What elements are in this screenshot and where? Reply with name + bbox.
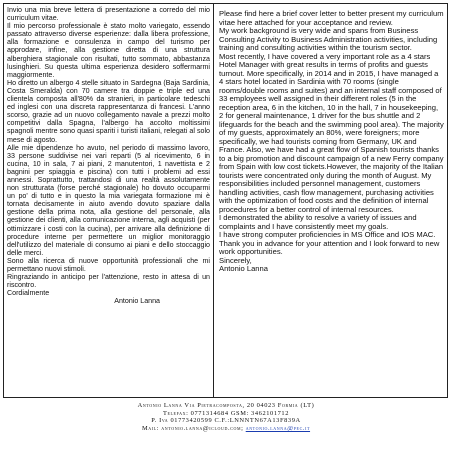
italian-letter-signature: Antonio Lanna: [114, 297, 160, 306]
italian-letter-body: Invio una mia breve lettera di presentazione a corredo del mio curriculum vitae. Il mio percorso professionale è stato molto variegato, essendo passato attraverso diverse esperienze: dalla libera professione, alla formazione e consulenza in campo del turismo per approdare, infine, alla gestione diretta di una struttura alberghiera stagionale con risultati, tutto sommato, abbastanza lusinghieri. Su questa ultima esperienza desidero soffermarmi maggiormente. Ho diretto un albergo 4 stelle situato in Sardegna (Baja Sardinia, Costa Smeralda) con 70 camere tra doppie e triple ed una clientela composta all'80% da stranieri, in particolare tedeschi ed inglesi con una discreta rappresentanza di francesi. L'anno scorso, grazie ad un nuovo collegamento navale a prezzi molto competitivi dalla Spagna, l'albergo ha accolto moltissimi spagnoli mentre sono quasi spariti i turisti italiani, relegati al solo mese di agosto. Alle mie dipendenze ho avuto, nel periodo di massimo lavoro, 33 persone suddivise nei vari reparti (5 al ricevimento, 6 in cucina, 10 in sala, 7 ai piani, 2 manutentori, 1 navettista e 2 bagnini per spiaggia e piscina) con tutti i problemi ad essi annessi. Soprattutto, trattandosi di una realtà assolutamente non strutturata (forse perché stagionale) ho dovuto occuparmi un po' di tutto e in questo la mia variegata formazione mi è tornata decisamente in aiuto avendo dovuto spaziare dalla gestione della prima nota, alla gestione del personale, alla gestione dei clienti, alla comunicazione interna, agli acquisti (per ottimizzare i costi con la cucina), per arrivare alla definizione di procedure interne per permettere un miglior monitoraggio dell'utilizzo del materiale di consumo ai piani e dello stoccaggio delle merci. Sono alla ricerca di nuove opportunità professionali che mi permettano nuovi stimoli. Ringraziando in anticipo per l'attenzione, resto in attesa di un riscontro. Cordialmente: [7, 6, 210, 298]
footer-mail-line: [0, 425, 452, 433]
cover-letter-box: [3, 3, 448, 398]
english-letter-signature: Antonio Lanna: [219, 264, 268, 273]
footer-email: antonio.lanna@icloud.com: [161, 424, 242, 432]
english-letter-body: Please find here a brief cover letter to better present my curriculum vitae here attached for your acceptance and review. My work background is very wide and spans from Business Consulting Activity to Business Administration activities, including training and consulting activities within the tourism sector. Most recently, I have covered a very important role as a 4 stars Hotel Manager with great results in terms of profits and guests turnout. More specifically, in 2014 and in 2015, I have managed a 4 stars hotel located in Sardinia with 70 rooms (single rooms/double rooms and suites) and an internal staff composed of 33 employees well assigned in their different roles (5 in the reception area, 6 in the kitchen, 10 in the hall, 7 in housekeeping, 2 for general maintenance, 1 driver for the bus shuttle and 2 lifeguards for the beach and the swimming pool area). The majority of my guests, approximately an 80%, were foreigners; more specifically, we had tourists coming from Germany, UK and France. Also, we have had a great flow of Spanish tourists thanks to a big promotion and discount campaign of a new Ferry company from Spain with low cost tickets.However, the majority of the Italian tourists were concentrated only during the month of August. My responsibilities included personnel management, customers handling activities, cash flow management, purchasing activities with the optimization of food costs and the definition of internal procedures for a better control of internal resources. I demonstrated the ability to resolve a variety of issues and complaints and I have consistently meet my goals. I have strong computer proficiencies in MS Office and IOS MAC. Thank you in advance for your attention and I look forward to new work opportunities. Sincerely,: [219, 9, 444, 265]
english-letter-column: [214, 4, 447, 397]
footer-pec-link[interactable]: antonio.lanna@pec.it: [245, 424, 311, 432]
italian-letter-column: [4, 4, 214, 397]
footer-address: Antonio Lanna Via Pietracomposta, 20 04023 Formia (LT): [137, 402, 315, 409]
letterhead-footer: [0, 402, 452, 432]
footer-mail-label: Mail:: [141, 424, 162, 432]
footer-vat: P. Iva 01773420599 C.F.:LNNNTN67A13F839A: [151, 417, 301, 425]
footer-pec-separator: ;: [241, 424, 246, 432]
footer-phones: Telefax: 0771314684 GSM: 3462101712: [162, 409, 290, 417]
